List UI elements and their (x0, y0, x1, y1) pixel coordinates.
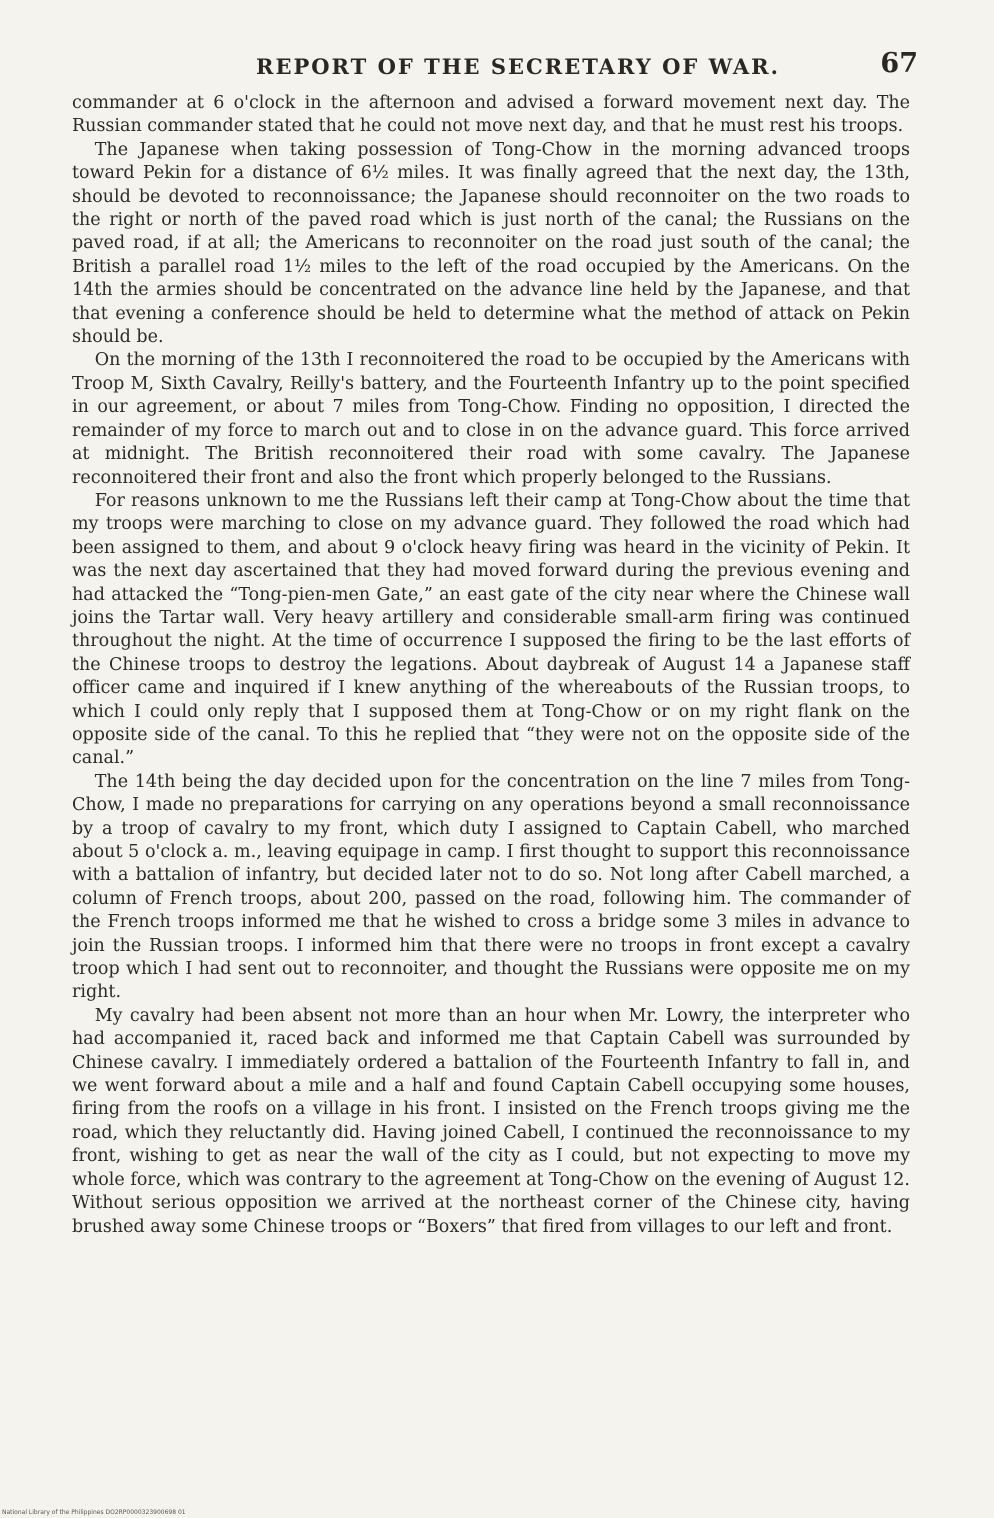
paragraph: For reasons unknown to me the Russians left their camp at Tong-Chow about the time that my troops were marching to close on my advance guard. They followed the road which had been assigned to them, and about 9 o'clock heavy firing was heard in the vicinity of Pekin. It was the next day ascertained that they had moved forward during the previous evening and had attacked the “Tong-pien-men Gate,” an east gate of the city near where the Chinese wall joins the Tartar wall. Very heavy artillery and considerable small-arm firing was continued throughout the night. At the time of occurrence I supposed the firing to be the last efforts of the Chinese troops to destroy the legations. About daybreak of August 14 a Japanese staff officer came and inquired if I knew anything of the whereabouts of the Russian troops, to which I could only reply that I supposed them at Tong-Chow or on my right flank on the opposite side of the canal. To this he replied that “they were not on the opposite side of the canal.” (72, 490, 910, 769)
page-number: 67 (880, 48, 918, 79)
paragraph: My cavalry had been absent not more than an hour when Mr. Lowry, the interpreter who had accompanied it, raced back and informed me that Captain Cabell was surrounded by Chinese cavalry. I immediately ordered a battalion of the Fourteenth Infantry to fall in, and we went forward about a mile and a half and found Captain Cabell occupying some houses, firing from the roofs on a village in his front. I insisted on the French troops giving me the road, which they reluctantly did. Having joined Cabell, I continued the reconnoissance to my front, wishing to get as near the wall of the city as I could, but not expecting to move my whole force, which was contrary to the agreement at Tong-Chow on the evening of August 12. Without serious opposition we arrived at the northeast corner of the Chinese city, having brushed away some Chinese troops or “Boxers” that fired from villages to our left and front. (72, 1005, 910, 1237)
paragraph: commander at 6 o'clock in the afternoon and advised a forward movement next day. The Russian commander stated that he could not move next day, and that he must rest his troops. (72, 93, 910, 137)
scan-footer: National Library of the Philippines DO2RP0000323900698 01 (2, 1509, 186, 1516)
paragraph: On the morning of the 13th I reconnoitered the road to be occupied by the Americans with Troop M, Sixth Cavalry, Reilly's battery, and the Fourteenth Infantry up to the point specified in our agreement, or about 7 miles from Tong-Chow. Finding no opposition, I directed the remainder of my force to march out and to close in on the advance guard. This force arrived at midnight. The British reconnoitered their road with some cavalry. The Japanese reconnoitered their front and also the front which properly belonged to the Russians. (72, 350, 910, 488)
running-head: REPORT OF THE SECRETARY OF WAR. (256, 54, 780, 79)
paragraph: The Japanese when taking possession of Tong-Chow in the morning advanced troops toward Pekin for a distance of 6½ miles. It was finally agreed that the next day, the 13th, should be devoted to reconnoissance; the Japanese should reconnoiter on the two roads to the right or north of the paved road which is just north of the canal; the Russians on the paved road, if at all; the Americans to reconnoiter on the road just south of the canal; the British a parallel road 1½ miles to the left of the road occupied by the Americans. On the 14th the armies should be concentrated on the advance line held by the Japanese, and that that evening a conference should be held to determine what the method of attack on Pekin should be. (72, 139, 910, 348)
paragraph: The 14th being the day decided upon for the concentration on the line 7 miles from Tong-Chow, I made no preparations for carrying on any operations beyond a small reconnoissance by a troop of cavalry to my front, which duty I assigned to Captain Cabell, who marched about 5 o'clock a. m., leaving equipage in camp. I first thought to support this reconnoissance with a battalion of infantry, but decided later not to do so. Not long after Cabell marched, a column of French troops, about 200, passed on the road, following him. The commander of the French troops informed me that he wished to cross a bridge some 3 miles in advance to join the Russian troops. I informed him that there were no troops in front except a cavalry troop which I had sent out to reconnoiter, and thought the Russians were opposite me on my right. (72, 771, 910, 1003)
page-header (76, 48, 918, 88)
body-text (72, 92, 910, 1239)
